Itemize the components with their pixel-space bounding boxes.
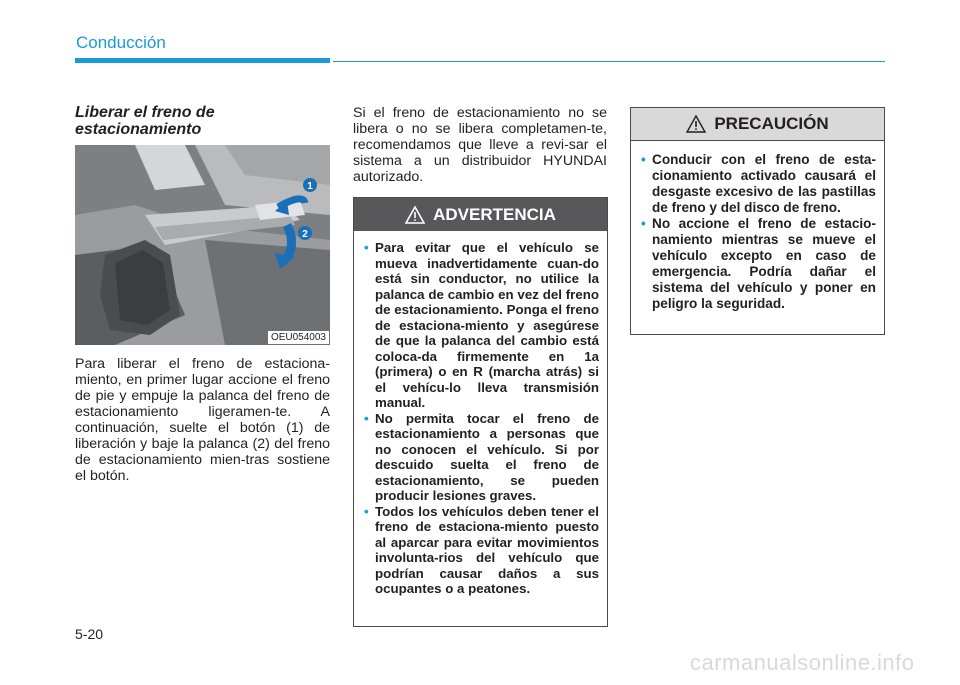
service-recommendation: Si el freno de estacionamiento no se libera o no se libera completamen-te, recomendamos que lleve a revi-sar el sistema a un distribuidor HYUNDAI autorizado. xyxy=(353,105,607,185)
warning-triangle-icon xyxy=(405,206,425,224)
caution-item: • No accione el freno de estacio-namiento mientras se mueve el vehículo excepto en caso de emergencia. Podría dañar el sistema del vehículo y poner en peligro la seguridad. xyxy=(641,216,876,312)
warning-item: • Todos los vehículos deben tener el freno de estaciona-miento puesto al aparcar para evitar movimientos involunta-rios del vehículo que podrían causar daños a sus ocupantes o a peatones. xyxy=(364,504,599,597)
page-number: 5-20 xyxy=(75,626,104,642)
caution-list xyxy=(631,141,884,312)
warning-list xyxy=(354,231,607,597)
caution-box xyxy=(630,107,885,335)
warning-item: • No permita tocar el freno de estacionamiento a personas que no conocen el vehículo. Si por descuido suelta el freno de estacionamiento, se pueden producir lesiones graves. xyxy=(364,411,599,504)
figure-code: OEU054003 xyxy=(268,331,329,344)
warning-triangle-icon xyxy=(686,115,706,133)
warning-item: • Para evitar que el vehículo se mueva inadvertidamente cuan-do está sin conductor, no utilice la palanca de cambio en vez del freno de estacionamiento. Ponga el freno de estaciona-miento y asegúrese de que la palanca del cambio está coloca-da firmemente en 1a (primera) o en R (marcha atrás) si el vehícu-lo lleva transmisión manual. xyxy=(364,240,599,411)
parking-brake-figure xyxy=(75,145,330,345)
header-rule-thin xyxy=(333,61,885,62)
warning-box xyxy=(353,197,608,627)
caution-header xyxy=(631,108,884,141)
subheading: Liberar el freno de estacionamiento xyxy=(75,104,215,138)
watermark: carmanualsonline.info xyxy=(690,650,915,675)
caution-item: • Conducir con el freno de esta-cionamiento activado causará el desgaste excesivo de las pastillas de freno y del disco de freno. xyxy=(641,152,876,216)
warning-header xyxy=(354,198,607,231)
callout-2: 2 xyxy=(302,229,308,240)
section-title: Conducción xyxy=(76,33,166,52)
header-rule-thick xyxy=(75,58,330,63)
caution-title: PRECAUCIÓN xyxy=(714,114,829,133)
warning-title: ADVERTENCIA xyxy=(433,204,556,224)
release-instructions: Para liberar el freno de estaciona-miento, en primer lugar accione el freno de pie y empuje la palanca del freno de estacionamiento ligeramen-te. A continuación, suelte el botón (1) de liberación y baje la palanca (2) del freno de estacionamiento mien-tras sostiene el botón. xyxy=(75,356,330,484)
parking-brake-illustration xyxy=(75,145,330,345)
callout-1: 1 xyxy=(307,181,313,192)
